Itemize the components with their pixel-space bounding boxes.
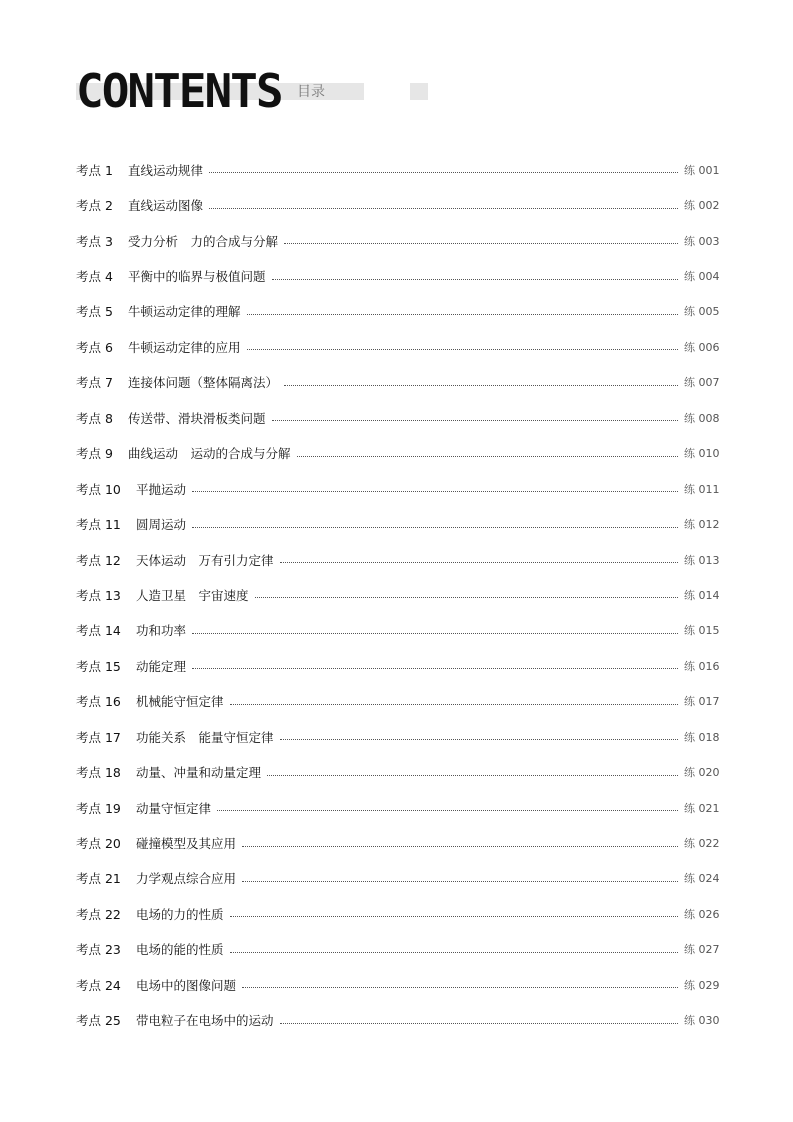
toc-entry-number: 考点 6 (76, 339, 113, 355)
toc-dot-leader (230, 916, 678, 917)
toc-entry-page: 练 015 (684, 624, 720, 638)
toc-dot-leader (272, 279, 678, 280)
toc-dot-leader (217, 810, 678, 811)
toc-entry-number: 考点 23 (76, 942, 121, 958)
toc-entry-number: 考点 5 (76, 304, 113, 320)
toc-dot-leader (230, 704, 678, 705)
toc-entry-page: 练 001 (684, 163, 720, 177)
toc-entry-title: 功能关系 能量守恒定律 (136, 729, 274, 745)
header-stripe-end (410, 83, 428, 100)
toc-entry[interactable] (76, 187, 718, 222)
toc-entry-page: 练 018 (684, 730, 720, 744)
toc-entry-title: 动量守恒定律 (136, 800, 212, 816)
toc-entry-page: 练 012 (684, 518, 720, 532)
toc-entry-number: 考点 11 (76, 517, 121, 533)
toc-entry[interactable] (76, 329, 718, 364)
toc-entry[interactable] (76, 258, 718, 293)
toc-dot-leader (192, 668, 678, 669)
contents-logo: CONTENTS (76, 64, 282, 118)
toc-entry[interactable] (76, 294, 718, 329)
contents-label: 目录 (297, 84, 325, 100)
toc-entry-number: 考点 19 (76, 800, 121, 816)
toc-entry[interactable] (76, 542, 718, 577)
toc-dot-leader (284, 243, 678, 244)
toc-entry-title: 机械能守恒定律 (136, 694, 224, 710)
toc-dot-leader (192, 633, 678, 634)
toc-entry-page: 练 021 (684, 801, 720, 815)
toc-entry[interactable] (76, 967, 718, 1002)
toc-entry-number: 考点 22 (76, 906, 121, 922)
toc-entry[interactable] (76, 648, 718, 683)
toc-dot-leader (284, 385, 678, 386)
toc-dot-leader (242, 846, 678, 847)
toc-dot-leader (280, 1023, 678, 1024)
toc-dot-leader (230, 952, 678, 953)
toc-entry-title: 动量、冲量和动量定理 (136, 765, 262, 781)
toc-entry[interactable] (76, 790, 718, 825)
toc-dot-leader (267, 775, 678, 776)
toc-entry-number: 考点 25 (76, 1013, 121, 1029)
toc-dot-leader (192, 491, 678, 492)
toc-entry-page: 练 024 (684, 872, 720, 886)
toc-entry-number: 考点 3 (76, 233, 113, 249)
toc-entry-title: 平抛运动 (136, 481, 187, 497)
toc-entry-title: 电场的能的性质 (136, 942, 224, 958)
toc-dot-leader (242, 987, 678, 988)
toc-entry-page: 练 010 (684, 447, 720, 461)
toc-entry-page: 练 029 (684, 978, 720, 992)
toc-entry-title: 力学观点综合应用 (136, 871, 237, 887)
toc-dot-leader (192, 527, 678, 528)
toc-dot-leader (242, 881, 678, 882)
toc-entry[interactable] (76, 932, 718, 967)
toc-entry-page: 练 011 (684, 482, 720, 496)
toc-entry-title: 圆周运动 (136, 517, 187, 533)
toc-entry-title: 曲线运动 运动的合成与分解 (128, 446, 291, 462)
toc-entry-title: 人造卫星 宇宙速度 (136, 587, 249, 603)
toc-entry-number: 考点 1 (76, 162, 113, 178)
toc-entry-page: 练 004 (684, 270, 720, 284)
toc-entry[interactable] (76, 152, 718, 187)
toc-dot-leader (209, 208, 678, 209)
toc-entry-number: 考点 2 (76, 198, 113, 214)
toc-entry-number: 考点 10 (76, 481, 121, 497)
toc-entry-page: 练 014 (684, 588, 720, 602)
toc-dot-leader (255, 597, 678, 598)
toc-entry-page: 练 006 (684, 340, 720, 354)
toc-entry[interactable] (76, 365, 718, 400)
toc-entry[interactable] (76, 719, 718, 754)
toc-entry-title: 连接体问题（整体隔离法） (128, 375, 279, 391)
toc-entry-title: 动能定理 (136, 658, 187, 674)
toc-entry[interactable] (76, 506, 718, 541)
toc-entry-title: 牛顿运动定律的理解 (128, 304, 241, 320)
toc-entry-number: 考点 15 (76, 658, 121, 674)
toc-entry-number: 考点 17 (76, 729, 121, 745)
toc-entry-number: 考点 4 (76, 269, 113, 285)
toc-entry[interactable] (76, 436, 718, 471)
toc-entry-title: 平衡中的临界与极值问题 (128, 269, 266, 285)
toc-entry[interactable] (76, 861, 718, 896)
toc-entry-number: 考点 9 (76, 446, 113, 462)
toc-dot-leader (280, 562, 678, 563)
toc-dot-leader (247, 349, 678, 350)
toc-entry-page: 练 013 (684, 553, 720, 567)
toc-entry[interactable] (76, 825, 718, 860)
toc-entry-page: 练 022 (684, 837, 720, 851)
toc-entry[interactable] (76, 754, 718, 789)
toc-entry-title: 电场中的图像问题 (136, 977, 237, 993)
toc-entry-title: 天体运动 万有引力定律 (136, 552, 274, 568)
toc-entry-number: 考点 14 (76, 623, 121, 639)
table-of-contents (76, 152, 718, 1038)
toc-entry-number: 考点 16 (76, 694, 121, 710)
contents-header (76, 66, 376, 118)
toc-entry-number: 考点 12 (76, 552, 121, 568)
toc-entry[interactable] (76, 577, 718, 612)
toc-entry-page: 练 005 (684, 305, 720, 319)
toc-entry-number: 考点 21 (76, 871, 121, 887)
toc-entry-page: 练 003 (684, 234, 720, 248)
toc-dot-leader (247, 314, 678, 315)
toc-entry-title: 功和功率 (136, 623, 187, 639)
toc-entry-title: 电场的力的性质 (136, 906, 224, 922)
toc-entry-title: 带电粒子在电场中的运动 (136, 1013, 274, 1029)
toc-entry-page: 练 016 (684, 659, 720, 673)
toc-entry[interactable] (76, 1003, 718, 1038)
toc-entry-page: 练 027 (684, 943, 720, 957)
toc-entry-number: 考点 20 (76, 836, 121, 852)
toc-entry-number: 考点 8 (76, 410, 113, 426)
toc-entry-number: 考点 24 (76, 977, 121, 993)
toc-entry[interactable] (76, 613, 718, 648)
toc-entry-title: 直线运动规律 (128, 162, 204, 178)
toc-entry-page: 练 020 (684, 766, 720, 780)
toc-entry-title: 受力分析 力的合成与分解 (128, 233, 279, 249)
toc-entry-page: 练 026 (684, 907, 720, 921)
toc-entry-title: 牛顿运动定律的应用 (128, 339, 241, 355)
toc-entry-title: 直线运动图像 (128, 198, 204, 214)
toc-entry-page: 练 007 (684, 376, 720, 390)
toc-dot-leader (280, 739, 678, 740)
toc-entry-page: 练 008 (684, 411, 720, 425)
toc-entry-title: 传送带、滑块滑板类问题 (128, 410, 266, 426)
toc-entry-number: 考点 18 (76, 765, 121, 781)
toc-entry-title: 碰撞模型及其应用 (136, 836, 237, 852)
toc-entry-page: 练 030 (684, 1014, 720, 1028)
toc-dot-leader (297, 456, 678, 457)
toc-entry[interactable] (76, 471, 718, 506)
toc-dot-leader (272, 420, 678, 421)
toc-entry[interactable] (76, 223, 718, 258)
toc-entry[interactable] (76, 400, 718, 435)
toc-entry[interactable] (76, 896, 718, 931)
toc-entry-number: 考点 7 (76, 375, 113, 391)
toc-entry[interactable] (76, 684, 718, 719)
toc-entry-page: 练 017 (684, 695, 720, 709)
toc-dot-leader (209, 172, 678, 173)
toc-entry-page: 练 002 (684, 199, 720, 213)
toc-entry-number: 考点 13 (76, 587, 121, 603)
